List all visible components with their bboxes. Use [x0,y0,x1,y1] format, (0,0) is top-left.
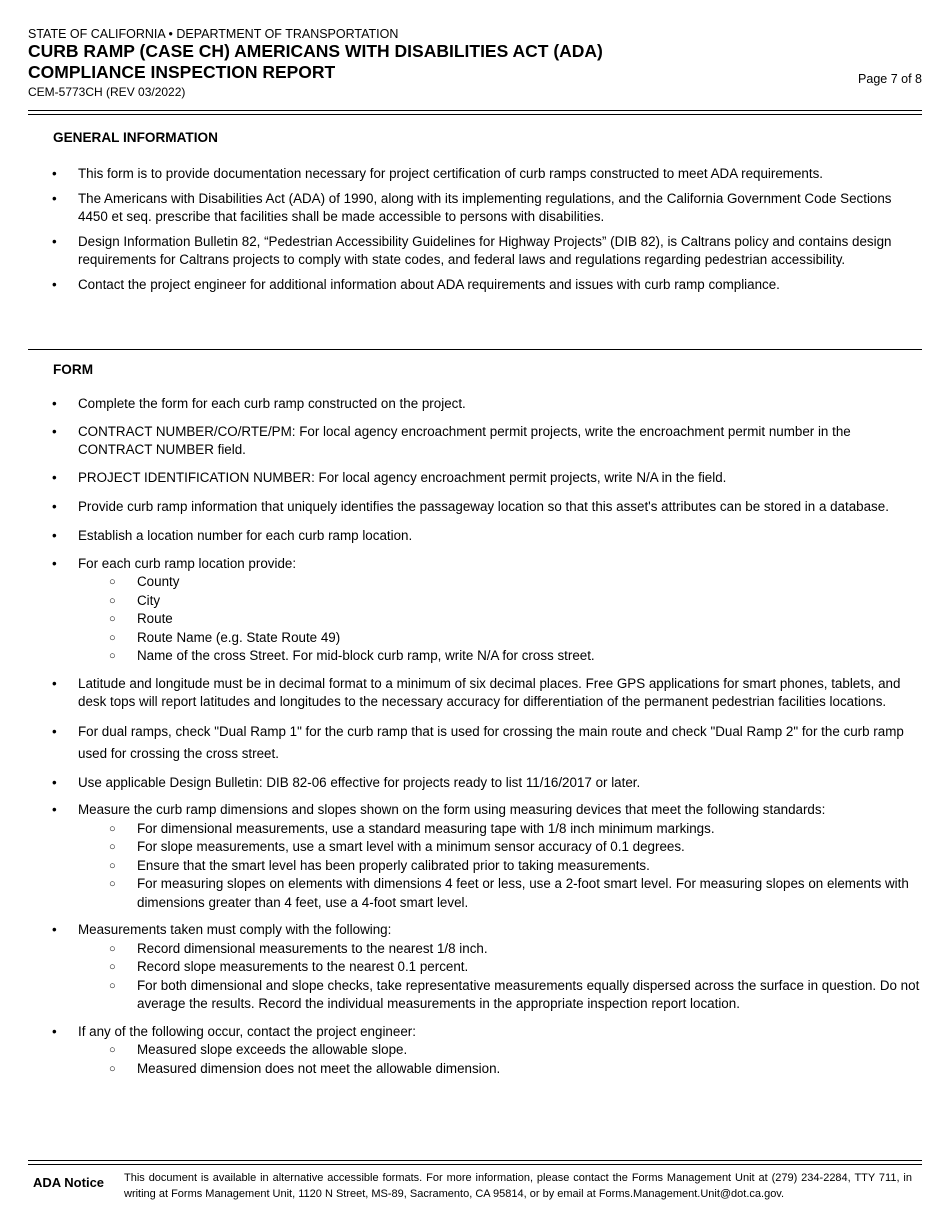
sub-list-item: ○ Measured dimension does not meet the allowable dimension. [78,1060,922,1079]
list-item: • This form is to provide documentation necessary for project certification of curb ramps constructed to meet ADA requirements. [28,165,922,184]
form-section [28,361,922,1078]
page-number: Page 7 of 8 [858,72,922,86]
list-item [28,555,922,666]
sub-list-item: ○ County [78,573,922,592]
list-item [28,801,922,912]
list-item: • Provide curb ramp information that uniquely identifies the passageway location so that this asset's attributes can be stored in a database. [28,496,922,518]
agency-line: STATE OF CALIFORNIA • DEPARTMENT OF TRANSPORTATION [28,27,399,41]
list-item-text: Measure the curb ramp dimensions and slopes shown on the form using measuring devices that meet the following standards: [78,802,826,817]
sub-list-item: ○ For dimensional measurements, use a standard measuring tape with 1/8 inch minimum markings. [78,820,922,839]
sub-list-item: ○ Record dimensional measurements to the nearest 1/8 inch. [78,940,922,959]
list-item: • PROJECT IDENTIFICATION NUMBER: For local agency encroachment permit projects, write N/A in the field. [28,469,922,488]
list-item-text: If any of the following occur, contact the project engineer: [78,1023,416,1039]
list-item-text: Measurements taken must comply with the following: [78,922,392,937]
form-heading: FORM [53,362,94,377]
list-item: • Complete the form for each curb ramp constructed on the project. [28,395,922,414]
ada-notice-label: ADA Notice [33,1175,105,1190]
sub-list-item: ○ For slope measurements, use a smart level with a minimum sensor accuracy of 0.1 degrees. [78,838,922,857]
list-item [28,1023,922,1079]
list-item: • For dual ramps, check "Dual Ramp 1" for the curb ramp that is used for crossing the main route and check "Dual Ramp 2" for the curb ramp used for crossing the cross street. [28,721,922,765]
sub-list [78,1041,922,1078]
sub-list-item: ○ Name of the cross Street. For mid-block curb ramp, write N/A for cross street. [78,647,922,666]
form-header [28,27,922,99]
sub-list-item: ○ Route Name (e.g. State Route 49) [78,629,922,648]
form-number: CEM-5773CH (REV 03/2022) [28,85,186,99]
list-item-text: For each curb ramp location provide: [78,555,297,571]
list-item: • Establish a location number for each curb ramp location. [28,527,922,546]
list-item: • CONTRACT NUMBER/CO/RTE/PM: For local agency encroachment permit projects, write the encroachment permit number in the CONTRACT NUMBER field. [28,423,922,460]
ada-notice-text: This document is available in alternative accessible formats. For more information, please contact the Forms Management Unit at (279) 234-2284, TTY 711, in writing at Forms Management Unit, 1120 N Street, MS-89, Sacramento, CA 95814, or by email at Forms.Management.Unit@dot.ca.gov. [124,1172,912,1200]
form-instructions-list [28,395,922,1078]
sub-list-item: ○ Measured slope exceeds the allowable slope. [78,1041,922,1060]
sub-list-item: ○ Route [78,610,922,629]
footer-divider [28,1160,922,1165]
sub-list [78,573,922,666]
list-item: • Design Information Bulletin 82, “Pedestrian Accessibility Guidelines for Highway Projects” (DIB 82), is Caltrans policy and contains design requirements for Caltrans projects to comply with state codes, and federal laws and regulations regarding pedestrian accessibility. [28,233,922,270]
form-title-line-1: CURB RAMP (CASE CH) AMERICANS WITH DISABILITIES ACT (ADA) [28,41,603,61]
sub-list-item: ○ Record slope measurements to the nearest 0.1 percent. [78,958,922,977]
sub-list [78,940,922,1014]
general-information-section [28,129,922,294]
list-item [28,921,922,1014]
list-item: • Latitude and longitude must be in decimal format to a minimum of six decimal places. Free GPS applications for smart phones, tablets, and desk tops will report latitudes and longitudes to the necessary accuracy for differentiation of the permanent pedestrian facilities locations. [28,675,922,712]
list-item: • The Americans with Disabilities Act (ADA) of 1990, along with its implementing regulations, and the California Government Code Sections 4450 et seq. prescribe that facilities shall be made accessible to persons with disabilities. [28,190,922,227]
list-item: • Contact the project engineer for additional information about ADA requirements and issues with curb ramp compliance. [28,276,922,295]
sub-list-item: ○ Ensure that the smart level has been properly calibrated prior to taking measurements. [78,857,922,876]
general-information-list [28,165,922,294]
list-item: • Use applicable Design Bulletin: DIB 82-06 effective for projects ready to list 11/16/2017 or later. [28,774,922,793]
sub-list-item: ○ City [78,592,922,611]
section-divider [28,349,922,350]
sub-list-item: ○ For both dimensional and slope checks, take representative measurements equally dispersed across the surface in question. Do not average the results. Record the individual measurements in the appropriate inspection report location. [78,977,922,1014]
form-title-line-2: COMPLIANCE INSPECTION REPORT [28,62,336,82]
header-divider [28,110,922,115]
sub-list [78,820,922,913]
general-information-heading: GENERAL INFORMATION [53,130,218,145]
sub-list-item: ○ For measuring slopes on elements with dimensions 4 feet or less, use a 2-foot smart level. For measuring slopes on elements with dimensions greater than 4 feet, use a 4-foot smart level. [78,875,922,912]
